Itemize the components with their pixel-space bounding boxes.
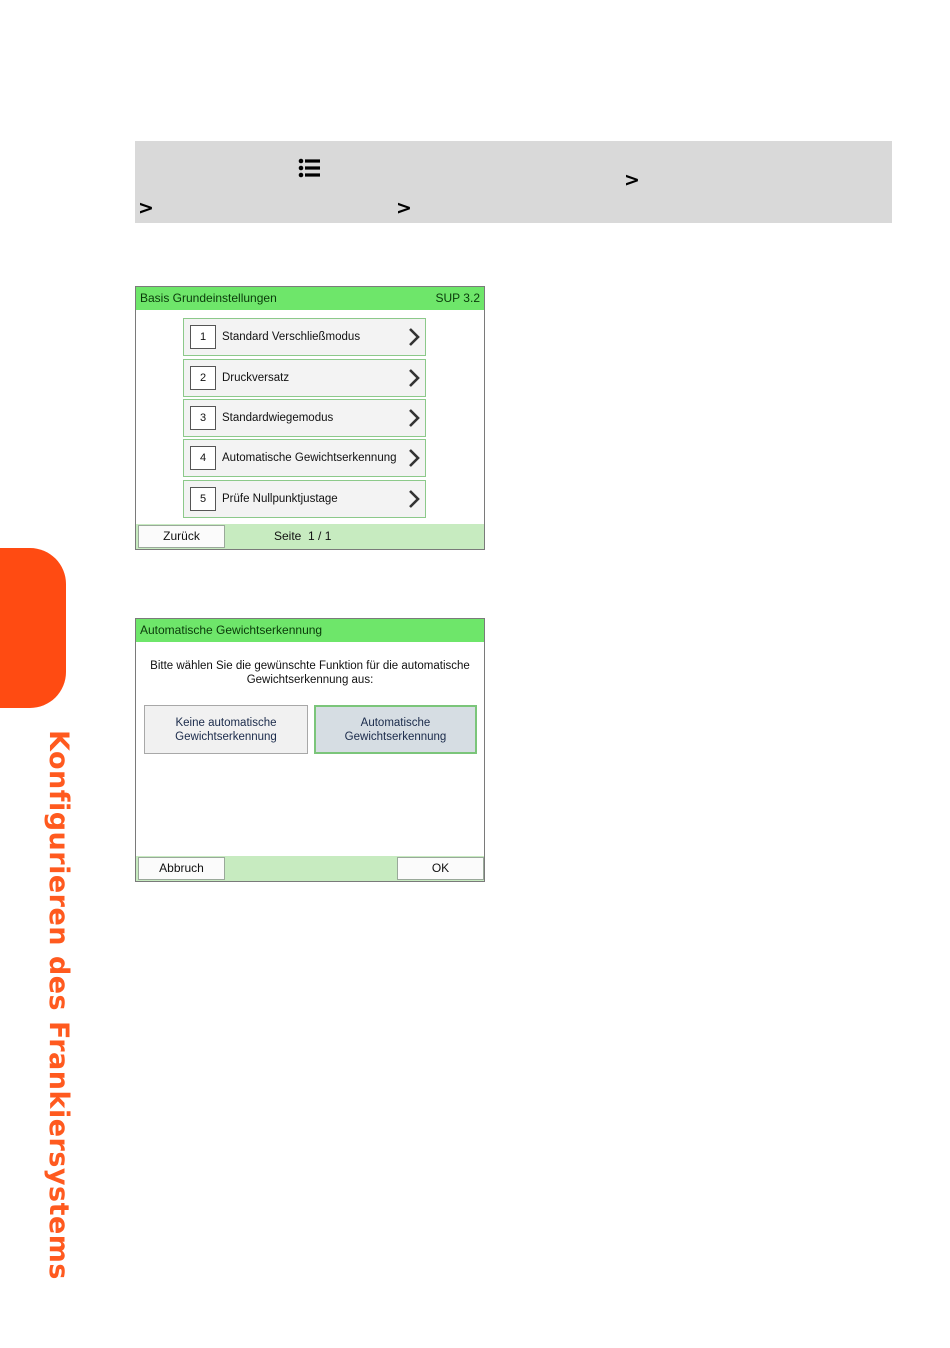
chevron-right-icon [407,327,421,347]
prompt-line: Bitte wählen Sie die gewünschte Funktion für die automatische [150,660,470,672]
ok-button[interactable]: OK [397,857,484,880]
path-separator: > [624,169,640,191]
page-indicator [274,524,331,549]
chapter-tab [0,548,66,708]
menu-item-label: Automatische Gewichtserkennung [222,452,397,464]
screen-title: Automatische Gewichtserkennung [140,623,323,637]
prompt-line: Gewichtserkennung aus: [246,674,374,686]
chevron-right-icon [407,489,421,509]
list-icon [298,156,322,180]
menu-item-number: 5 [190,487,216,511]
option-label: Keine automatische [175,716,277,729]
settings-menu-screen [135,286,485,550]
menu-item-standard-sealing-mode[interactable] [183,318,426,356]
menu-item-label: Prüfe Nullpunktjustage [222,493,338,505]
chevron-right-icon [407,408,421,428]
option-label: Gewichtserkennung [175,730,277,743]
navigation-path-box [135,141,892,223]
screen-title: Basis Grundeinstellungen [140,291,277,305]
screen-header [136,619,484,642]
chevron-right-icon [407,448,421,468]
menu-item-auto-weight-detection[interactable] [183,439,426,477]
option-label: Automatische [360,716,431,729]
screen-footer [136,524,484,549]
chevron-right-icon [407,368,421,388]
screen-footer [136,856,484,881]
page-value: 1 / 1 [308,529,332,543]
option-label: Gewichtserkennung [344,730,447,743]
chapter-title: Konfigurieren des Frankiersystems [43,730,74,1280]
page-label: Seite [274,529,302,543]
path-separator: > [138,197,154,219]
path-separator: > [396,197,412,219]
auto-weight-detection-screen [135,618,485,882]
selection-prompt [142,659,478,687]
version-label: SUP 3.2 [435,291,480,305]
menu-item-standard-weighing-mode[interactable] [183,399,426,437]
menu-item-print-offset[interactable] [183,359,426,397]
menu-item-number: 3 [190,406,216,430]
menu-item-label: Standardwiegemodus [222,412,334,424]
auto-weight-detection-button[interactable] [314,705,477,754]
menu-item-number: 1 [190,325,216,349]
menu-item-zero-point-check[interactable] [183,480,426,518]
menu-item-number: 2 [190,366,216,390]
menu-item-number: 4 [190,446,216,470]
menu-item-label: Druckversatz [222,372,290,384]
back-button[interactable]: Zurück [138,525,225,548]
menu-item-label: Standard Verschließmodus [222,331,361,343]
no-auto-weight-detection-button[interactable] [144,705,308,754]
cancel-button[interactable]: Abbruch [138,857,225,880]
screen-header [136,287,484,310]
